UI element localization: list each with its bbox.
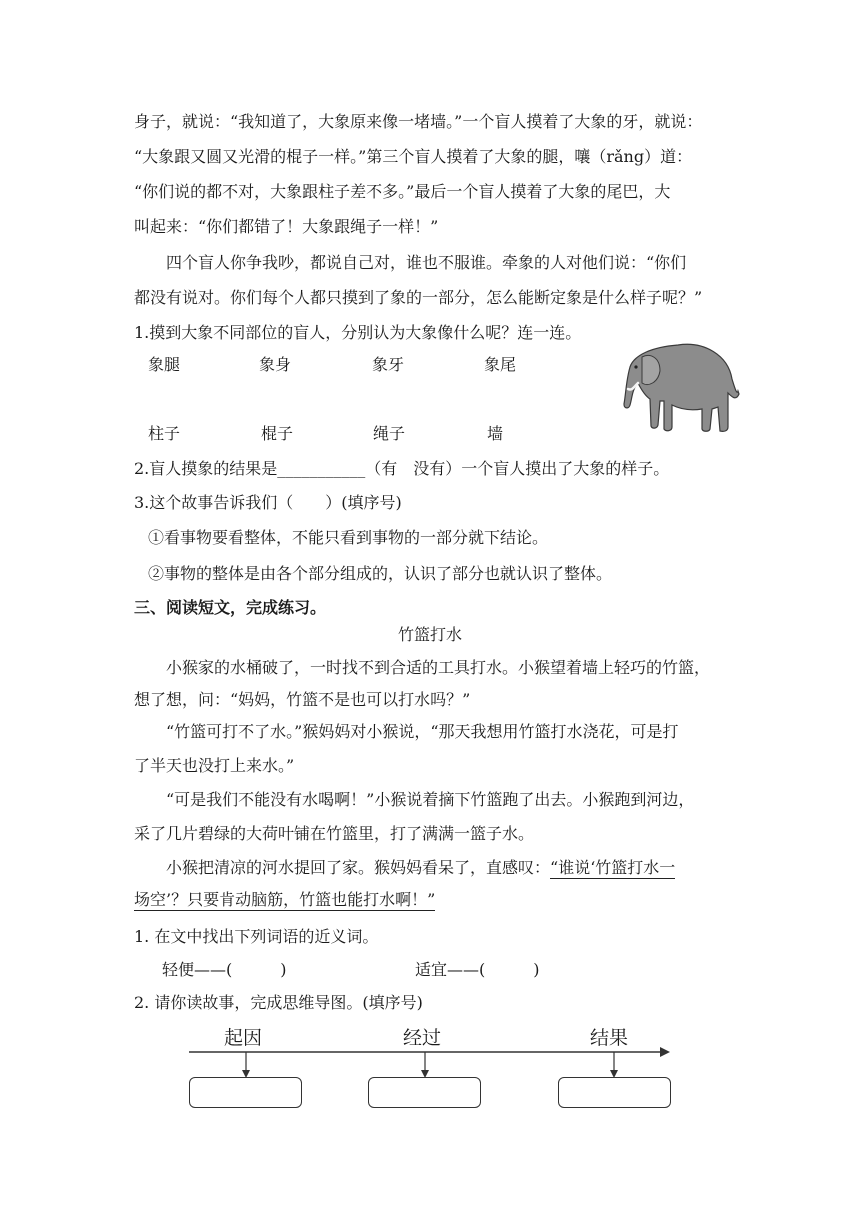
option-1: ①看事物要看整体，不能只看到事物的一部分就下结论。 <box>148 528 549 547</box>
passage-line: 都没有说对。你们每个人都只摸到了象的一部分，怎么能断定象是什么样子呢？” <box>134 288 703 307</box>
timeline-arrowhead <box>660 1047 670 1057</box>
part-body[interactable]: 象身 <box>259 355 292 374</box>
passage-line: “大象跟又圆又光滑的棍子一样。”第三个盲人摸着了大象的腿，嚷（rǎng）道： <box>134 147 693 166</box>
thing-pillar[interactable]: 柱子 <box>148 424 181 443</box>
story-line: “竹篮可打不了水。”猴妈妈对小猴说，“那天我想用竹篮打水浇花，可是打 <box>166 722 679 741</box>
passage-line: 身子，就说：“我知道了，大象原来像一堵墙。”一个盲人摸着了大象的牙，就说： <box>134 112 703 131</box>
story-line: “可是我们不能没有水喝啊！”小猴说着摘下竹篮跑了出去。小猴跑到河边， <box>166 790 695 809</box>
label-process: 经过 <box>403 1027 442 1049</box>
section-heading: 三、阅读短文，完成练习。 <box>134 598 327 617</box>
label-result: 结果 <box>590 1027 629 1049</box>
passage-line: 四个盲人你争我吵，都说自己对，谁也不服谁。牵象的人对他们说：“你们 <box>166 253 687 272</box>
answer-box-cause[interactable] <box>189 1077 302 1108</box>
thing-rope[interactable]: 绳子 <box>373 424 406 443</box>
label-cause: 起因 <box>224 1027 263 1049</box>
option-2: ②事物的整体是由各个部分组成的，认识了部分也就认识了整体。 <box>148 564 613 583</box>
part-leg[interactable]: 象腿 <box>148 355 181 374</box>
underlined-sentence-cont: 场空’？只要肯动脑筋，竹篮也能打水啊！” <box>134 890 436 909</box>
question-2-prefix: 2.盲人摸象的结果是 <box>134 459 278 478</box>
answer-blank[interactable]: ___________ <box>277 459 366 478</box>
story-plain-text: 小猴把清凉的河水提回了家。猴妈妈看呆了，直感叹： <box>166 858 551 877</box>
part-tusk[interactable]: 象牙 <box>372 355 405 374</box>
story-line: 采了几片碧绿的大荷叶铺在竹篮里，打了满满一篮子水。 <box>134 824 535 843</box>
answer-box-process[interactable] <box>368 1077 481 1108</box>
question-3: 3.这个故事告诉我们（ ）(填序号) <box>134 493 402 512</box>
answer-box-result[interactable] <box>558 1077 671 1108</box>
thing-wall[interactable]: 墙 <box>487 424 504 443</box>
s3-question-1: 1. 在文中找出下列词语的近义词。 <box>134 927 379 946</box>
part-tail[interactable]: 象尾 <box>484 355 517 374</box>
passage-line: “你们说的都不对，大象跟柱子差不多。”最后一个盲人摸着了大象的尾巴，大 <box>134 182 671 201</box>
question-1: 1.摸到大象不同部位的盲人，分别认为大象像什么呢？连一连。 <box>134 323 582 342</box>
passage-line: 叫起来：“你们都错了！大象跟绳子一样！” <box>134 217 439 236</box>
story-line: 了半天也没打上来水。” <box>134 756 295 775</box>
story-line: 小猴家的水桶破了，一时找不到合适的工具打水。小猴望着墙上轻巧的竹篮， <box>166 658 711 677</box>
synonym-item-2[interactable]: 适宜——( ) <box>415 960 540 979</box>
question-2-suffix: （有 没有）一个盲人摸出了大象的样子。 <box>365 459 670 478</box>
story-title: 竹篮打水 <box>398 625 463 644</box>
s3-question-2: 2. 请你读故事，完成思维导图。(填序号) <box>134 993 423 1012</box>
underlined-sentence: “谁说‘竹篮打水一 <box>550 858 676 877</box>
story-line: 想了想，问：“妈妈，竹篮不是也可以打水吗？” <box>134 690 471 709</box>
thing-stick[interactable]: 棍子 <box>261 424 294 443</box>
synonym-item-1[interactable]: 轻便——( ) <box>162 960 287 979</box>
